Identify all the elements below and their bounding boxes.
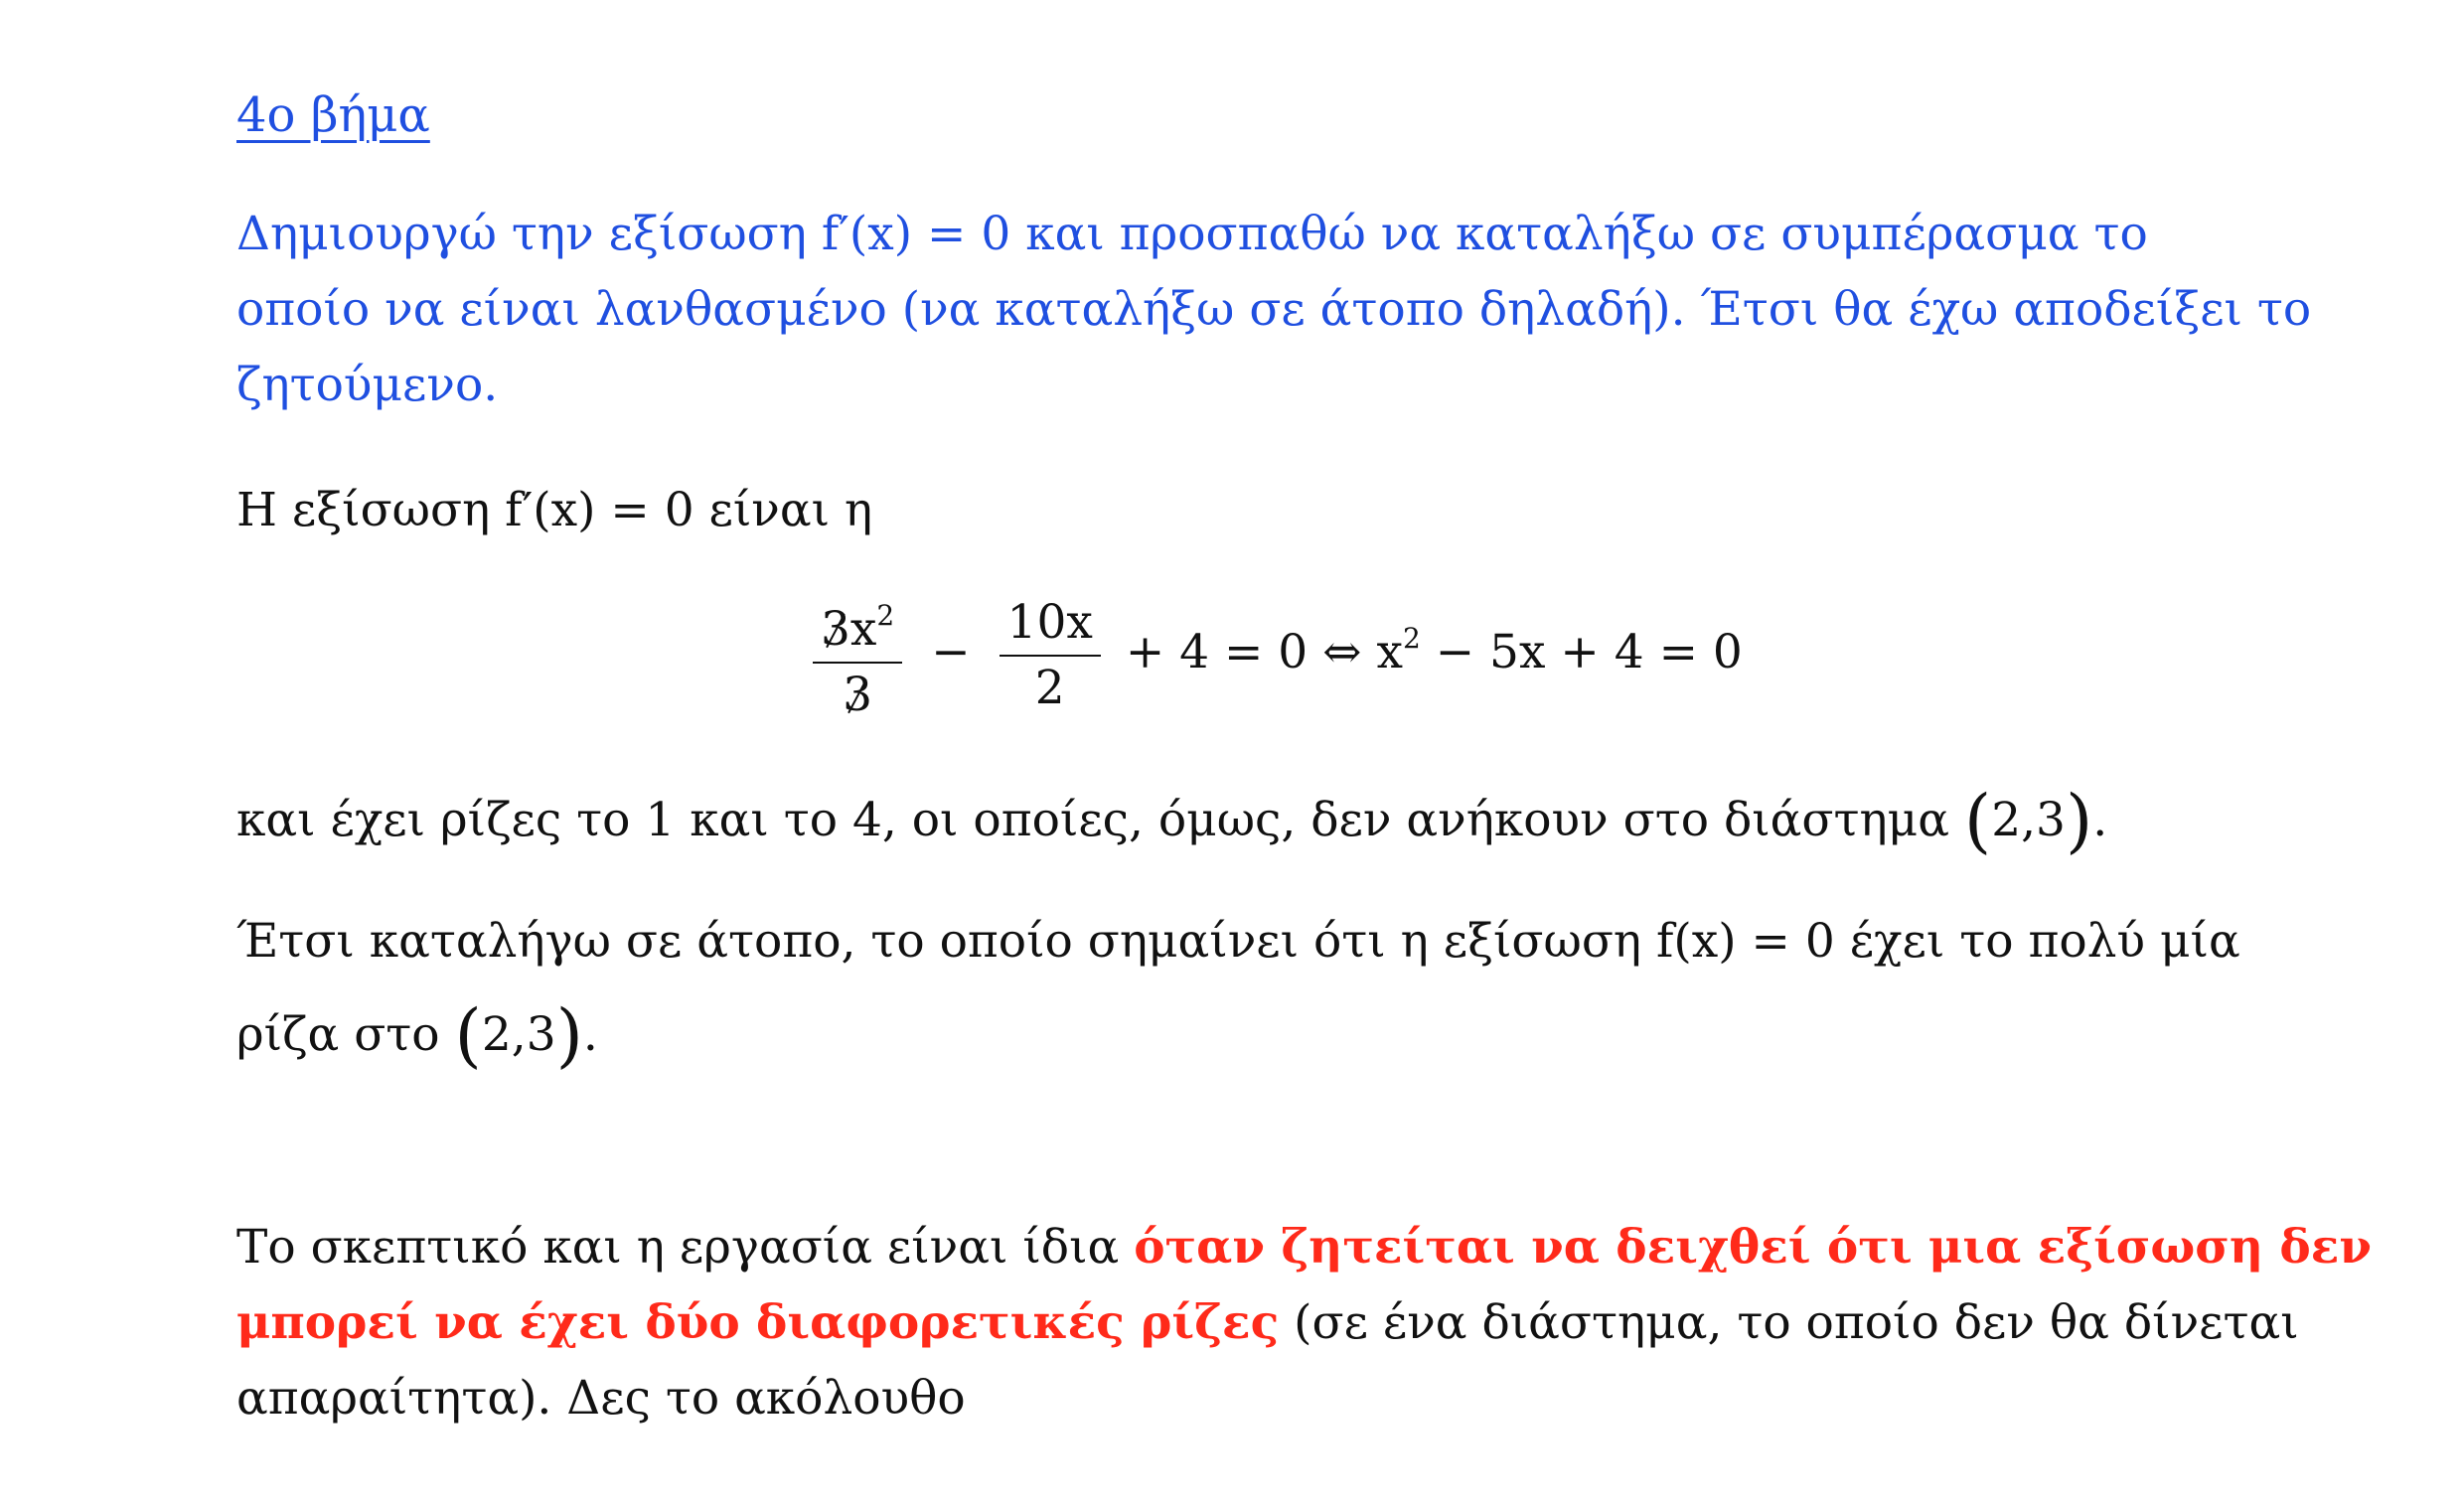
fraction-1 — [813, 584, 902, 727]
conclusion-paragraph — [236, 904, 2240, 1076]
equation-intro: Η εξίσωση f′(x) = 0 είναι η — [236, 483, 873, 537]
equation-rest-exponent: 2 — [1402, 622, 1421, 655]
step-heading: 4ο βήμα — [236, 87, 430, 143]
fraction-2 — [1000, 591, 1101, 720]
intro-line-2: οποίο να είναι λανθασμένο (να καταλήξω σε άτοπο δηλαδή). Έτσι θα έχω αποδείξει το — [236, 282, 2312, 337]
equation-rest-part-1: + 4 = 0 ⇔ x — [1125, 625, 1403, 679]
fraction-1-numerator — [813, 584, 902, 662]
conclusion-line-2-text: ρίζα στο — [236, 1007, 455, 1062]
cancelled-3-denominator: 3 — [843, 664, 872, 727]
fraction-2-numerator: 10x — [1006, 595, 1093, 650]
fraction-1-exponent: 2 — [876, 599, 895, 632]
conclusion-period: . — [582, 1007, 598, 1062]
final-paragraph — [236, 1210, 2372, 1436]
conclusion-line-1: Έτσι καταλήγω σε άτοπο, το οποίο σημαίνει ότι η εξίσωση f(x) = 0 έχει το πολύ μία — [236, 914, 2240, 969]
roots-text: και έχει ρίζες το 1 και το 4, οι οποίες, όμως, δεν ανήκουν στο διάστημα — [236, 793, 1964, 847]
interval-right-paren-2: ) — [555, 994, 583, 1076]
fraction-1-variable: x — [849, 602, 877, 657]
roots-statement — [236, 780, 2108, 861]
interval-left-paren-2: ( — [454, 994, 482, 1076]
roots-period: . — [2092, 793, 2108, 847]
final-line-3: απαραίτητα). Δες το ακόλουθο — [236, 1371, 966, 1426]
equation-rest — [1125, 622, 1743, 679]
cancelled-3-numerator: 3 — [821, 598, 850, 662]
final-line-1-highlight: όταν ζητείται να δειχθεί ότι μια εξίσωση δεν — [1134, 1220, 2372, 1275]
intro-line-1: Δημιουργώ την εξίσωση f′(x) = 0 και προσπαθώ να καταλήξω σε συμπέρασμα το — [236, 207, 2148, 261]
interval-right-paren: ) — [2065, 780, 2093, 861]
final-line-2-highlight: μπορεί να έχει δύο διαφορετικές ρίζες — [236, 1295, 1280, 1350]
interval-value: 2,3 — [1991, 793, 2066, 847]
final-line-2 — [236, 1285, 2372, 1361]
intro-paragraph — [236, 197, 2311, 423]
interval-left-paren: ( — [1963, 780, 1992, 861]
intro-line-3: ζητούμενο. — [236, 358, 499, 412]
final-line-1-plain: Το σκεπτικό και η εργασία είναι ίδια — [236, 1220, 1135, 1275]
interval-value-2: 2,3 — [481, 1007, 556, 1062]
minus-sign: − — [931, 625, 971, 679]
equation-rest-part-2: − 5x + 4 = 0 — [1420, 625, 1743, 679]
conclusion-line-2 — [236, 994, 2240, 1076]
fraction-1-denominator — [813, 664, 902, 727]
final-line-2-plain: (σε ένα διάστημα, το οποίο δεν θα δίνεται — [1279, 1295, 2299, 1350]
derivative-equation — [813, 584, 1743, 727]
final-line-1 — [236, 1210, 2372, 1285]
fraction-2-denominator: 2 — [1034, 661, 1065, 715]
